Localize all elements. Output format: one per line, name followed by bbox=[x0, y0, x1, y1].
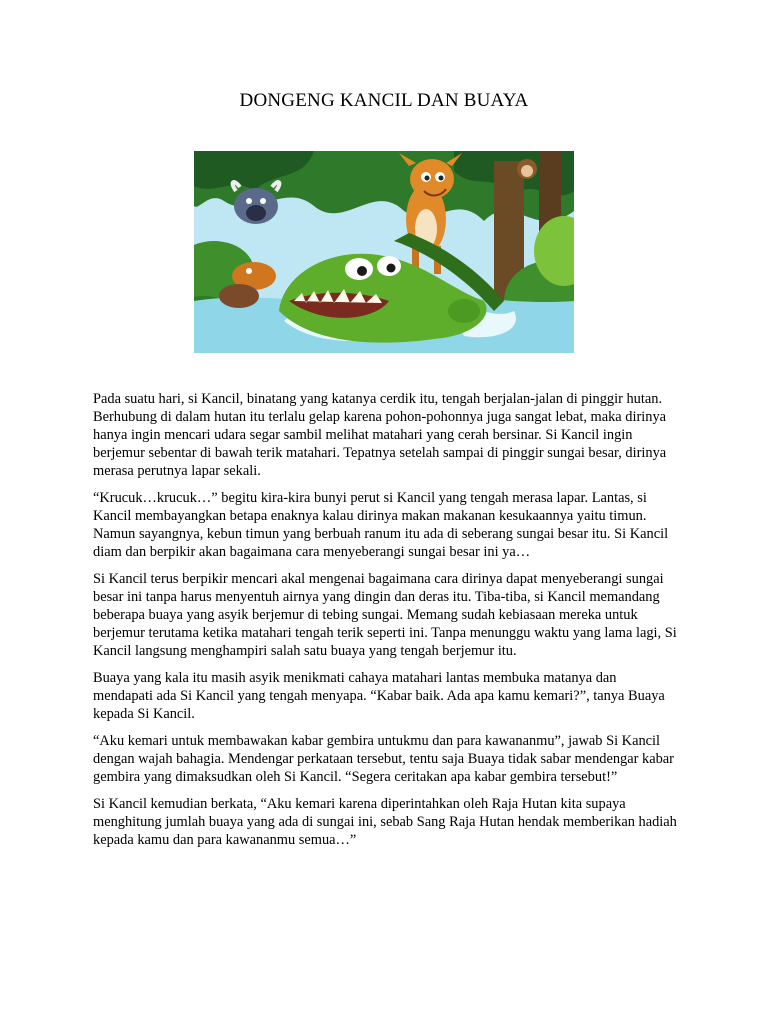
story-paragraph: Si Kancil terus berpikir mencari akal mengenai bagaimana cara dirinya dapat menyeberangi sungai besar ini tanpa harus menyentuh airnya yang dingin dan deras itu. Tiba-tiba, si Kancil memandang beberapa buaya yang asyik berjemur di tebing sungai. Memang sudah kebiasaan mereka untuk berjemur terutama ketika matahari tengah terik seperti ini. Tanpa menunggu waktu yang lama lagi, Si Kancil langsung menghampiri salah satu buaya yang tengah berjemur itu. bbox=[93, 571, 677, 659]
story-paragraph: Si Kancil kemudian berkata, “Aku kemari karena diperintahkan oleh Raja Hutan kita supaya menghitung jumlah buaya yang ada di sungai ini, sebab Sang Raja Hutan hendak memberikan hadiah kepada kamu dan para kawananmu semua…” bbox=[93, 796, 677, 848]
story-paragraph: Buaya yang kala itu masih asyik menikmati cahaya matahari lantas membuka matanya dan mendapati ada Si Kancil yang tengah menyapa. “Kabar baik. Ada apa kamu kemari?”, tanya Buaya kepada Si Kancil. bbox=[93, 670, 665, 722]
jungle-scene-image bbox=[194, 151, 574, 353]
story-paragraph: “Krucuk…krucuk…” begitu kira-kira bunyi perut si Kancil yang tengah merasa lapar. Lantas, si Kancil membayangkan betapa enaknya kalau dirinya makan makanan kesukaannya yaitu timun. Namun sayangnya, kebun timun yang berbuah ranum itu ada di seberang sungai besar itu. Si Kancil diam dan berpikir akan bagaimana cara menyeberangi sungai besar ini ya… bbox=[93, 490, 669, 560]
story-body bbox=[93, 390, 677, 858]
document-title: DONGENG KANCIL DAN BUAYA bbox=[239, 90, 529, 111]
story-paragraph: Pada suatu hari, si Kancil, binatang yang katanya cerdik itu, tengah berjalan-jalan di pinggir hutan. Berhubung di dalam hutan itu terlalu gelap karena pohon-pohonnya juga sangat lebat, maka dirinya hanya ingin mencari udara segar sambil melihat matahari yang cerah bersinar. Si Kancil ingin berjemur sebentar di bawah terik matahari. Tepatnya setelah sampai di pinggir sungai besar, dirinya merasa perutnya lapar sekali. bbox=[93, 391, 667, 479]
story-illustration bbox=[194, 151, 574, 353]
story-paragraph: “Aku kemari untuk membawakan kabar gembira untukmu dan para kawananmu”, jawab Si Kancil dengan wajah bahagia. Mendengar perkataan tersebut, tentu saja Buaya tidak sabar mendengar kabar gembira yang dimaksudkan oleh Si Kancil. “Segera ceritakan apa kabar gembira tersebut!” bbox=[93, 733, 674, 785]
monkey-character bbox=[517, 159, 537, 179]
